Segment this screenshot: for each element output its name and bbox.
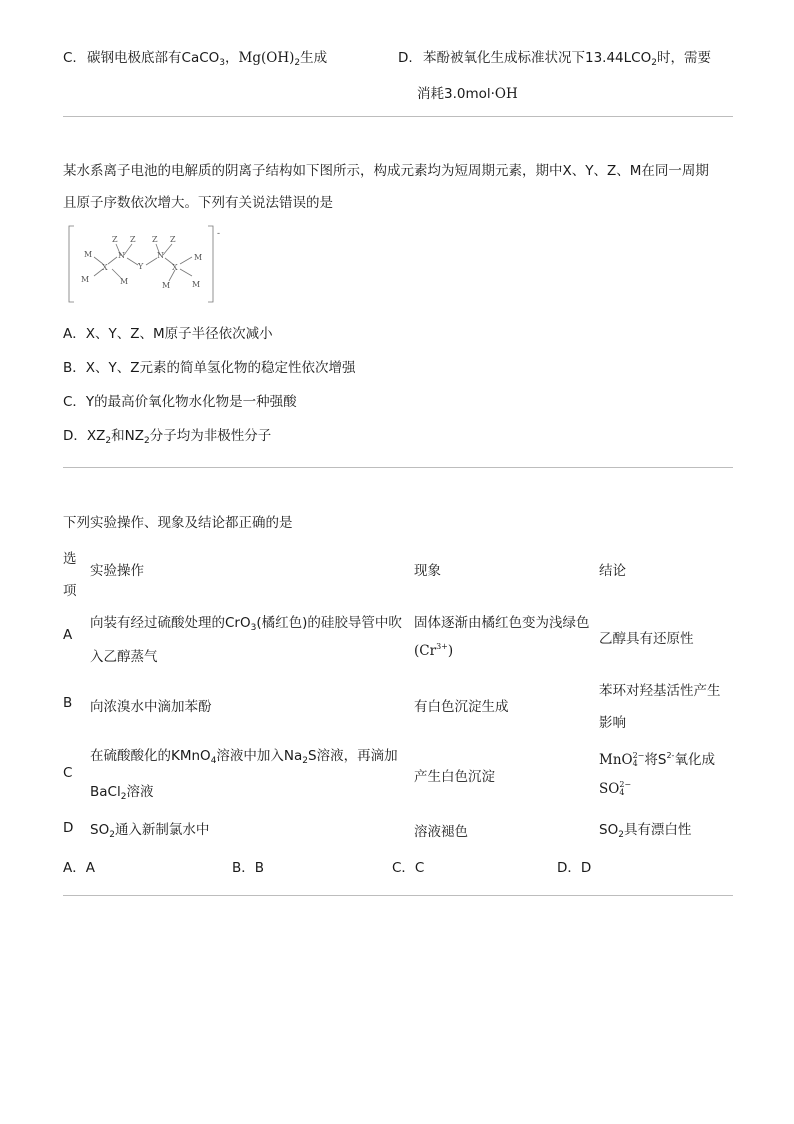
choice-b[interactable]: B．B (232, 860, 265, 876)
option-text: 碳钢电极底部有CaCO$_3$，$Mg(OH)_2$生成 (87, 50, 328, 68)
question-stem-line1: 某水系离子电池的电解质的阴离子结构如下图所示，构成元素均为短周期元素，期中X、Y、Z、M在同一周期 (63, 163, 709, 179)
row-a-operation-line2: 入乙醇蒸气 (90, 649, 158, 665)
row-b-conclusion-line2: 影响 (599, 715, 626, 731)
atom-z: Z (170, 235, 176, 244)
option-label: C. (63, 50, 77, 66)
atom-z: Z (152, 235, 158, 244)
table-row-id: D (63, 820, 74, 836)
atom-n: N (157, 251, 164, 260)
row-c-operation: 在硫酸酸化的KMnO$_4$溶液中加入$Na_2S$溶液，再滴加 (90, 748, 398, 766)
option-label: D. (398, 50, 413, 66)
row-d-conclusion: $SO_2$具有漂白性 (599, 822, 692, 840)
row-c-conclusion-line2: SO 2− 4 (599, 780, 632, 797)
table-row-id: A (63, 627, 73, 643)
row-a-phenomenon-line2: $(Cr^{3+})$ (414, 642, 454, 659)
row-a-operation: 向装有经过硫酸处理的CrO$_3$(橘红色)的硅胶导管中吹 (90, 615, 402, 633)
row-c-operation-line2: BaCl$_2$溶液 (90, 784, 154, 802)
atom-x: X (102, 263, 108, 272)
row-a-phenomenon: 固体逐渐由橘红色变为浅绿色 (414, 615, 590, 631)
question-stem-line2: 且原子序数依次增大。下列有关说法错误的是 (63, 195, 333, 211)
option-text: 苯酚被氧化生成标准状况下$13.44LCO_2$时，需要 (422, 50, 711, 68)
divider (63, 895, 733, 896)
atom-m: M (84, 250, 93, 259)
header-option: 选 项 (63, 551, 77, 599)
row-d-operation: $SO_2$通入新制氯水中 (90, 822, 210, 840)
row-a-conclusion: 乙醇具有还原性 (599, 631, 694, 647)
atom-m: M (192, 280, 201, 289)
table-row-id: B (63, 695, 73, 711)
divider (63, 467, 733, 468)
atom-z: Z (112, 235, 118, 244)
atom-m: M (162, 281, 171, 290)
option-b[interactable]: B．X、Y、Z元素的简单氢化物的稳定性依次增强 (63, 360, 356, 376)
header-operation: 实验操作 (90, 563, 144, 579)
row-c-conclusion: MnO 2− 4 将$S^{2-}$氧化成 (599, 751, 715, 768)
header-conclusion: 结论 (599, 563, 626, 579)
header-phenomenon: 现象 (414, 563, 441, 579)
divider (63, 116, 733, 117)
prev-option-d-line2: 消耗3.0mol·OH (417, 86, 518, 102)
row-c-phenomenon: 产生白色沉淀 (414, 769, 495, 785)
row-b-conclusion: 苯环对羟基活性产生 (599, 683, 721, 699)
atom-y: Y (138, 262, 144, 271)
anion-structure-figure (66, 224, 236, 306)
question-stem: 下列实验操作、现象及结论都正确的是 (63, 515, 293, 531)
option-d[interactable]: D．$XZ_2$和$NZ_2$分子均为非极性分子 (63, 428, 272, 446)
atom-m: M (120, 277, 129, 286)
option-c[interactable]: C．Y的最高价氧化物水化物是一种强酸 (63, 394, 297, 410)
atom-n: N (118, 251, 125, 260)
atom-m: M (81, 275, 90, 284)
atom-x: X (172, 263, 178, 272)
atom-z: Z (130, 235, 136, 244)
prev-option-c (63, 46, 327, 66)
option-a[interactable]: A．X、Y、Z、M原子半径依次减小 (63, 326, 273, 342)
choice-c[interactable]: C．C (392, 860, 425, 876)
prev-option-d (398, 46, 711, 66)
choice-a[interactable]: A．A (63, 860, 95, 876)
choice-d[interactable]: D．D (557, 860, 592, 876)
ion-charge: - (217, 229, 221, 239)
row-d-phenomenon: 溶液褪色 (414, 824, 468, 840)
atom-m: M (194, 253, 203, 262)
row-b-operation: 向浓溴水中滴加苯酚 (90, 699, 212, 715)
row-b-phenomenon: 有白色沉淀生成 (414, 699, 509, 715)
table-row-id: C (63, 765, 73, 781)
